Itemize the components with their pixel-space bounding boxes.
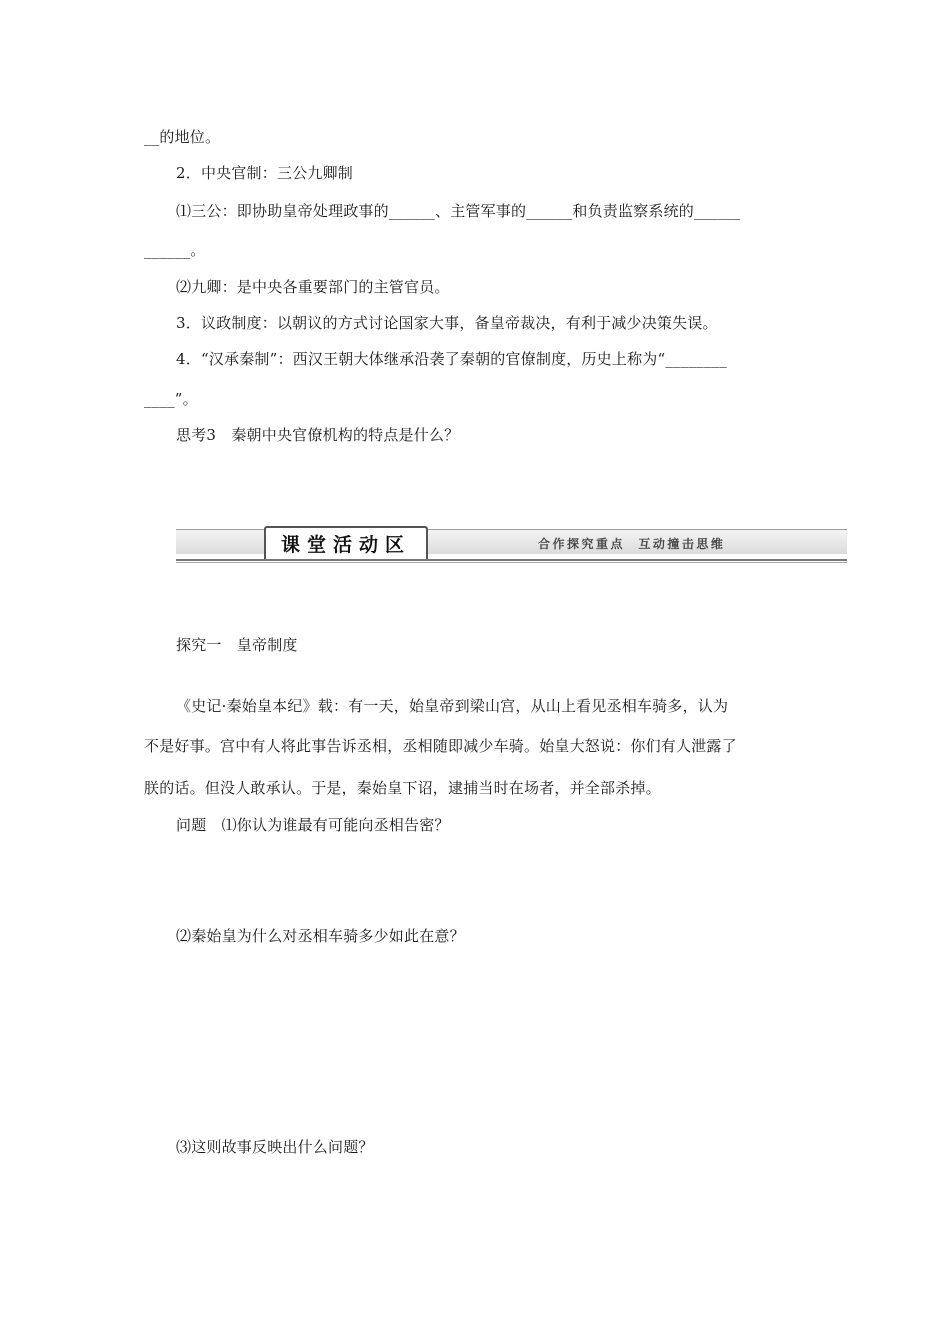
think-question: 思考3 秦朝中央官僚机构的特点是什么？: [176, 426, 460, 444]
text-line: ⑵九卿：是中央各重要部门的主管官员。: [176, 278, 450, 296]
passage-line: 朕的话。但没人敢承认。于是，秦始皇下诏，逮捕当时在场者，并全部杀掉。: [144, 779, 661, 797]
text-line: ______。: [144, 241, 206, 259]
question-item: ⑶这则故事反映出什么问题？: [176, 1138, 374, 1156]
banner-title: 课堂活动区: [264, 526, 428, 559]
text-line: 4．“汉承秦制”：西汉王朝大体继承沿袭了秦朝的官僚制度，历史上称为“________: [176, 350, 727, 368]
text-line: ____”。: [144, 390, 198, 408]
banner-subtitle: 合作探究重点 互动撞击思维: [538, 537, 726, 551]
passage-line: 《史记·秦始皇本纪》载：有一天，始皇帝到梁山宫，从山上看见丞相车骑多，认为: [176, 697, 729, 715]
passage-line: 不是好事。宫中有人将此事告诉丞相，丞相随即减少车骑。始皇大怒说：你们有人泄露了: [144, 737, 737, 755]
question-item: 问题 ⑴你认为谁最有可能向丞相告密？: [176, 816, 450, 834]
question-item: ⑵秦始皇为什么对丞相车骑多少如此在意？: [176, 927, 465, 945]
banner-rule: [176, 562, 847, 563]
banner-rule: [176, 559, 847, 561]
text-line: __的地位。: [144, 128, 221, 146]
section-banner: [176, 526, 847, 564]
section-heading-central-officials: 2．中央官制：三公九卿制: [176, 164, 353, 182]
text-line: 3．议政制度：以朝议的方式讨论国家大事，备皇帝裁决，有利于减少决策失误。: [176, 314, 718, 332]
inquiry-heading: 探究一 皇帝制度: [176, 636, 298, 654]
text-line: ⑴三公：即协助皇帝处理政事的______、主管军事的______和负责监察系统的______: [176, 202, 741, 220]
